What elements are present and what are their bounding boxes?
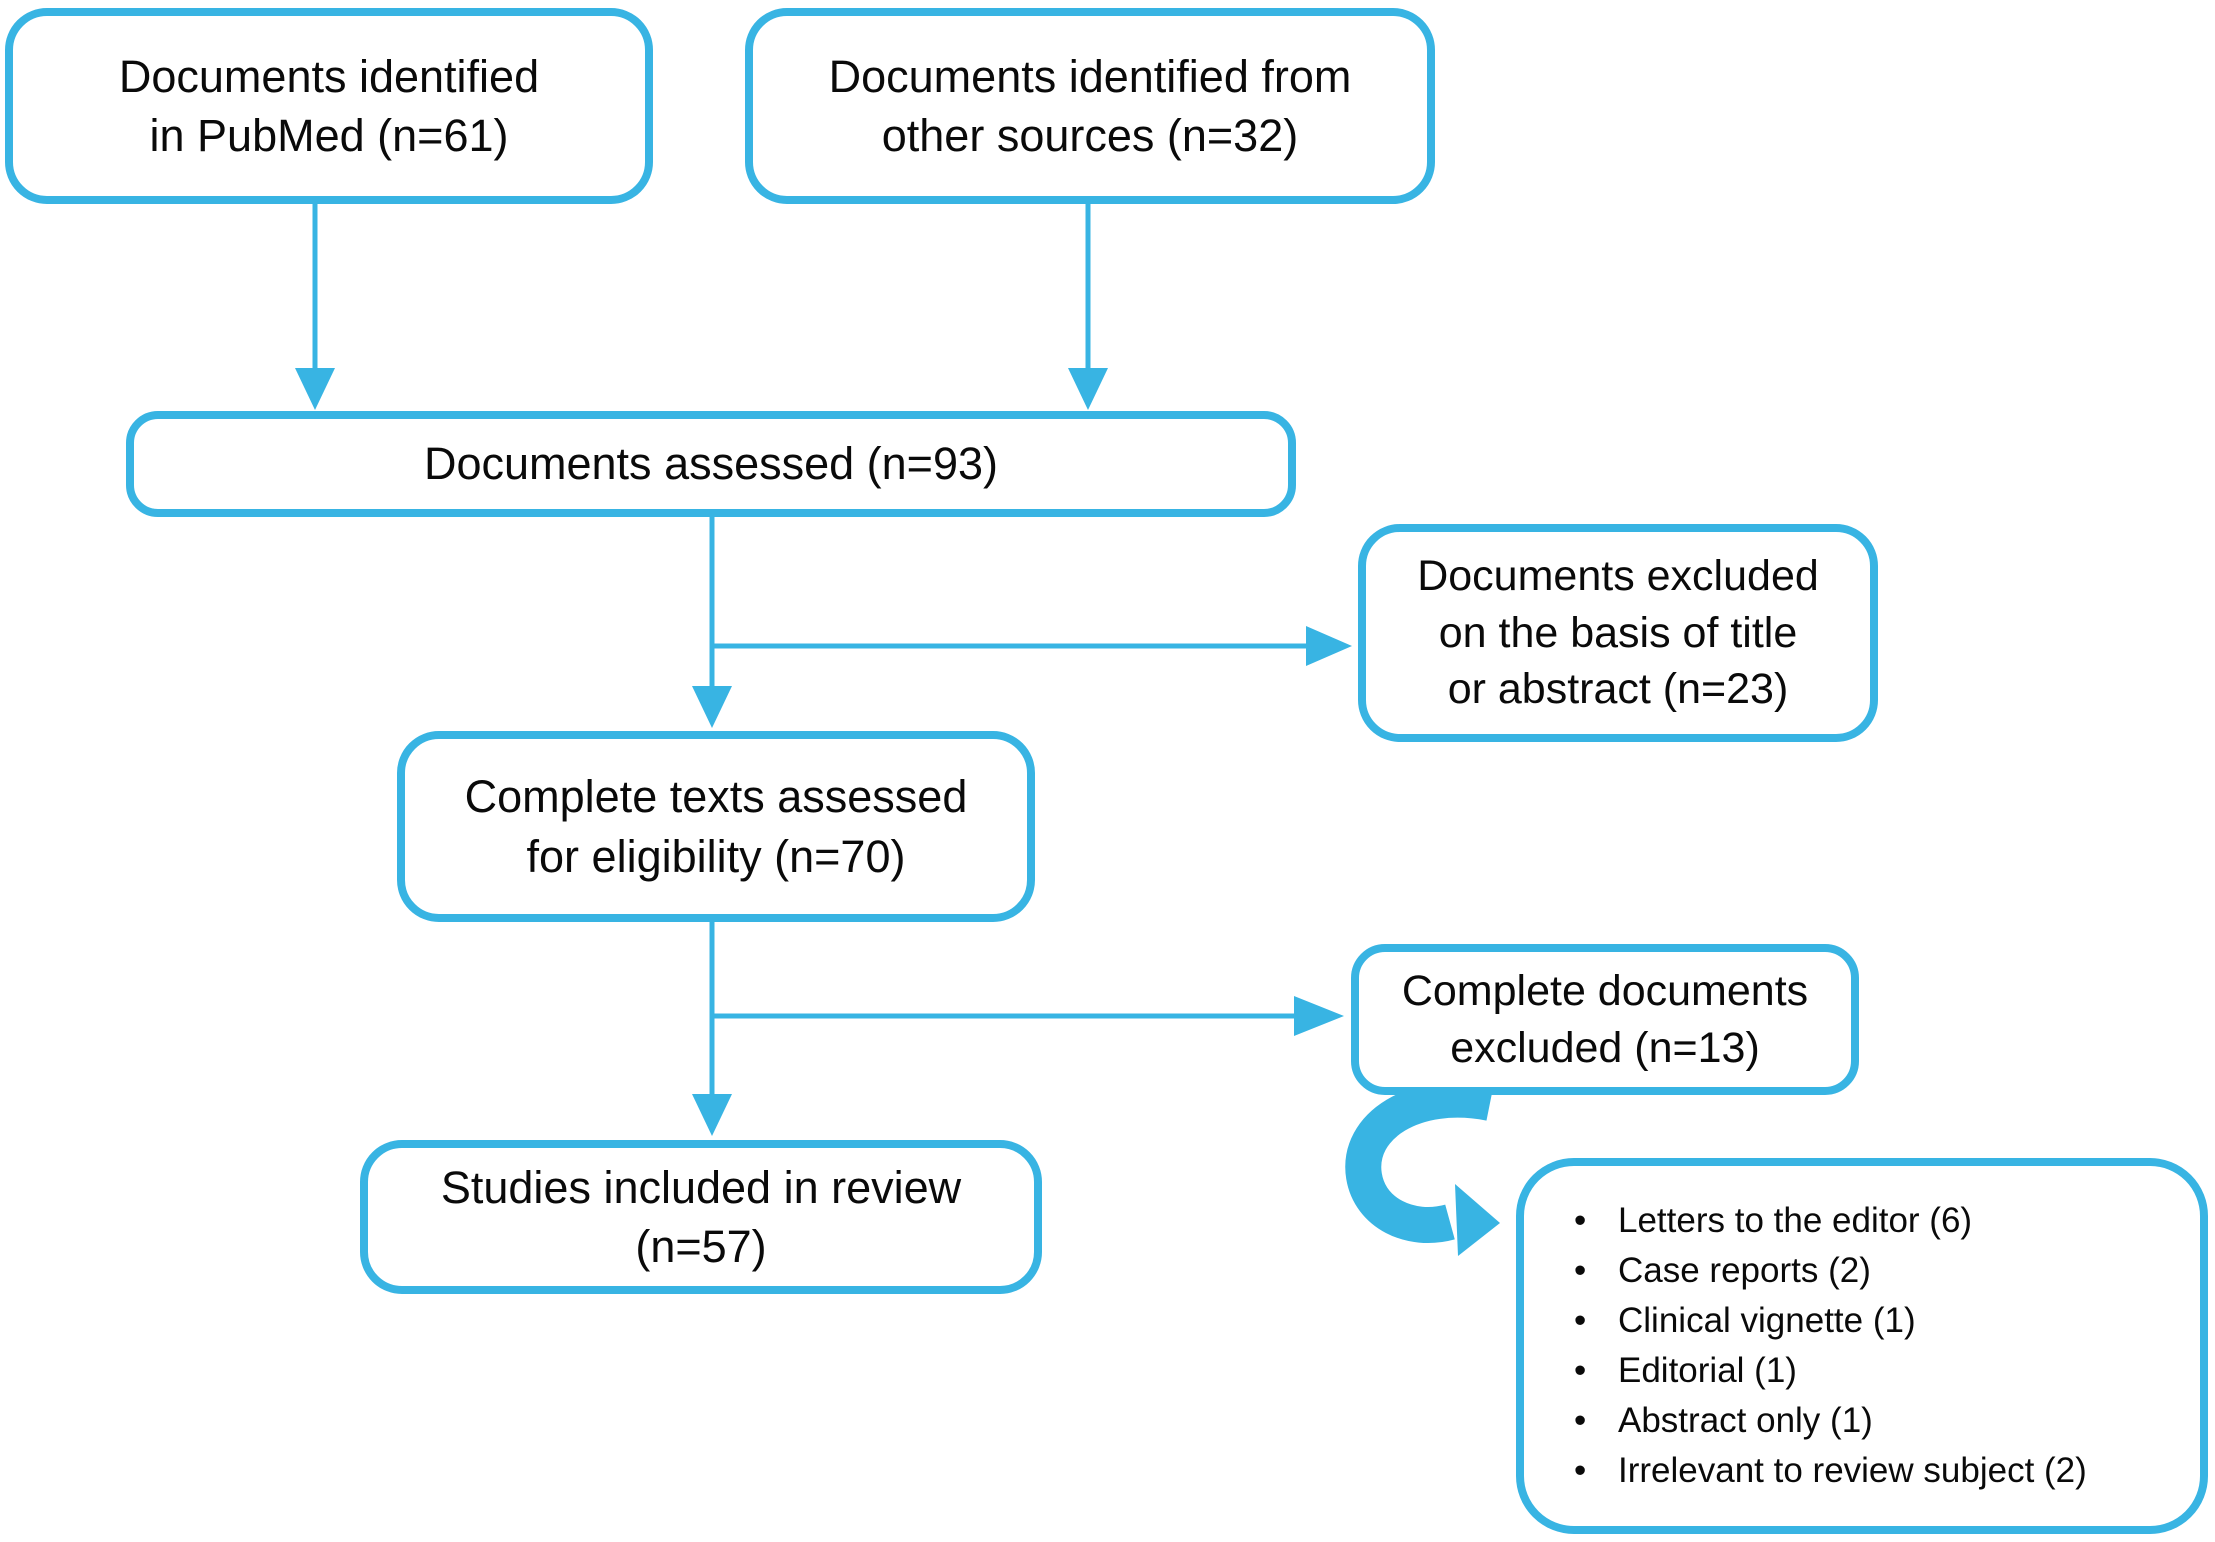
node-included-line2: (n=57) <box>635 1221 767 1272</box>
reason-item-case-reports <box>1574 1246 2186 1296</box>
node-fulltext-line2: for eligibility (n=70) <box>526 830 906 882</box>
node-included <box>360 1140 1042 1294</box>
arrowhead-assessed-to-fulltext <box>692 686 732 728</box>
bullet-icon: • <box>1574 1451 1587 1490</box>
reason-text-letters: Letters to the editor (6) <box>1618 1201 1973 1240</box>
reason-text-case-reports: Case reports (2) <box>1618 1251 1871 1290</box>
node-pubmed <box>5 8 653 204</box>
reason-item-editorial <box>1574 1346 2186 1396</box>
reason-text-irrelevant: Irrelevant to review subject (2) <box>1618 1451 2087 1490</box>
node-pubmed-line1: Documents identified <box>118 50 540 102</box>
reason-text-clinical-vignette: Clinical vignette (1) <box>1618 1301 1916 1340</box>
node-excluded-title-abstract <box>1358 524 1878 742</box>
node-other-sources-line2: other sources (n=32) <box>881 110 1299 161</box>
reason-item-clinical-vignette <box>1574 1296 2186 1346</box>
node-other-sources <box>745 8 1435 204</box>
arrowhead-excluded-to-reasons <box>1455 1184 1500 1256</box>
node-fulltext-line1: Complete texts assessed <box>464 771 968 823</box>
node-excluded-complete-line2: excluded (n=13) <box>1450 1023 1760 1072</box>
node-assessed <box>126 411 1296 517</box>
reason-text-abstract-only: Abstract only (1) <box>1618 1401 1873 1440</box>
node-excluded-title-line2: on the basis of title <box>1438 608 1798 657</box>
node-excluded-complete-line1: Complete documents <box>1401 966 1809 1015</box>
arrowhead-assessed-to-excluded <box>1306 626 1352 666</box>
node-assessed-line1: Documents assessed (n=93) <box>423 438 999 490</box>
arrowhead-fulltext-to-included <box>692 1094 732 1136</box>
node-excluded-title-line1: Documents excluded <box>1417 551 1819 600</box>
node-fulltext-assessed <box>397 731 1035 922</box>
curved-arrow-excluded-to-reasons <box>1363 1100 1490 1225</box>
node-excluded-title-line3: or abstract (n=23) <box>1447 665 1789 714</box>
exclusion-reasons-list <box>1524 1196 2200 1496</box>
bullet-icon: • <box>1574 1401 1587 1440</box>
arrowhead-fulltext-to-excluded <box>1294 996 1344 1036</box>
arrowhead-other-to-assessed <box>1068 368 1108 410</box>
bullet-icon: • <box>1574 1251 1587 1290</box>
node-exclusion-reasons <box>1516 1158 2208 1534</box>
node-excluded-complete <box>1351 944 1859 1095</box>
node-other-sources-line1: Documents identified from <box>828 50 1352 102</box>
bullet-icon: • <box>1574 1351 1587 1390</box>
bullet-icon: • <box>1574 1201 1587 1240</box>
bullet-icon: • <box>1574 1301 1587 1340</box>
reason-text-editorial: Editorial (1) <box>1618 1351 1797 1390</box>
node-included-line1: Studies included in review <box>440 1161 962 1213</box>
arrowhead-pubmed-to-assessed <box>295 368 335 410</box>
reason-item-abstract-only <box>1574 1396 2186 1446</box>
reason-item-irrelevant <box>1574 1446 2186 1496</box>
node-pubmed-line2: in PubMed (n=61) <box>149 110 509 161</box>
reason-item-letters <box>1574 1196 2186 1246</box>
